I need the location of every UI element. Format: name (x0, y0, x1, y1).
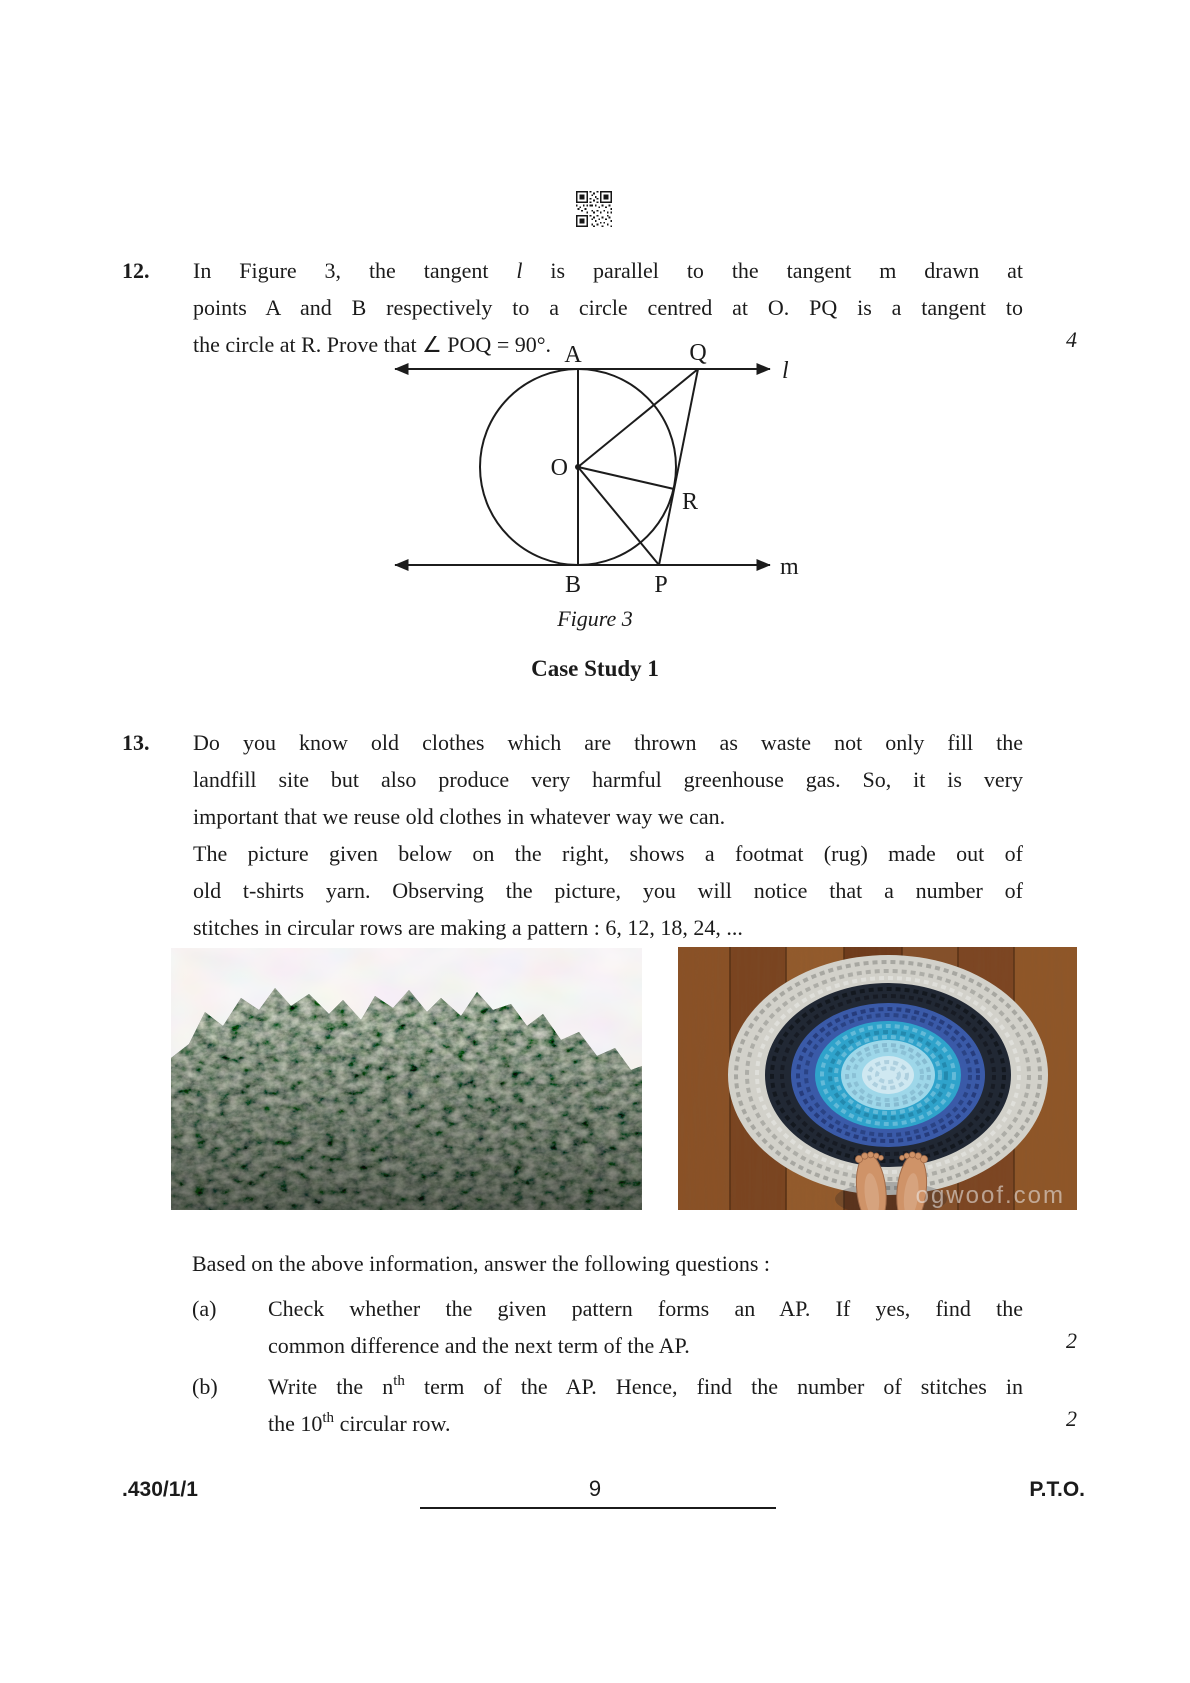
label-R: R (682, 489, 699, 515)
question-13-line-3: important that we reuse old clothes in whatever way we can. (193, 804, 726, 829)
question-13-line-4: The picture given below on the right, shows a footmat (rug) made out of (193, 841, 1023, 866)
part-a-line-1: Check whether the given pattern forms an AP. If yes, find the (268, 1296, 1023, 1321)
figure-3-graphic (380, 338, 810, 603)
part-a-line-2: common difference and the next term of the AP. (268, 1333, 690, 1358)
question-13-part-b (192, 1368, 1077, 1442)
part-b-text: circular row. (334, 1411, 451, 1436)
centre-point-O (575, 464, 581, 470)
part-b-line-1 (268, 1368, 1023, 1405)
photo-watermark: ogwoof.com (915, 1182, 1065, 1209)
question-13-line-5: old t-shirts yarn. Observing the picture, you will notice that a number of (193, 878, 1023, 903)
label-A: A (564, 342, 582, 368)
part-b-label: (b) (192, 1374, 218, 1399)
qr-code-graphic (576, 191, 612, 227)
part-b-superscript-th: th (322, 1410, 335, 1426)
q12-variable-l: l (516, 258, 523, 283)
paper-code: .430/1/1 (122, 1478, 198, 1501)
segment-OQ (578, 369, 698, 467)
question-13-line-1: Do you know old clothes which are thrown as waste not only fill the (193, 730, 1023, 755)
question-12-number: 12. (122, 258, 150, 283)
photo-clothes-landfill (171, 948, 642, 1210)
part-b-marks: 2 (1066, 1406, 1077, 1431)
question-13-number: 13. (122, 730, 150, 755)
footer-rule (420, 1507, 776, 1509)
rug-rings (728, 955, 1048, 1195)
tangent-QP (659, 369, 698, 565)
clothes-landfill-image (171, 948, 642, 1210)
question-12-line-2: points A and B respectively to a circle centred at O. PQ is a tangent to (193, 295, 1023, 320)
label-O: O (550, 455, 568, 481)
figure-3-caption: Figure 3 (557, 606, 633, 631)
q12-text: In Figure 3, the tangent (193, 258, 517, 283)
part-b-text: the 10 (268, 1411, 323, 1436)
photo-crochet-rug (678, 947, 1077, 1210)
qr-code-icon (576, 191, 612, 227)
label-B: B (564, 572, 582, 598)
part-b-superscript-th: th (393, 1373, 405, 1389)
question-12-line-1 (193, 252, 1023, 289)
part-b-line-2 (268, 1405, 1023, 1442)
pto-label: P.T.O. (1029, 1478, 1085, 1501)
part-b-text: Write the n (268, 1374, 394, 1399)
question-13-part-a (192, 1290, 1077, 1364)
part-a-label: (a) (192, 1296, 217, 1321)
label-l: l (782, 358, 789, 384)
question-12-line-3: the circle at R. Prove that ∠ POQ = 90°. (193, 332, 552, 357)
question-12-marks: 4 (1066, 327, 1077, 352)
part-b-text: term of the AP. Hence, find the number of stitches in (404, 1374, 1023, 1399)
label-m: m (780, 554, 799, 580)
question-13-line-6: stitches in circular rows are making a pattern : 6, 12, 18, 24, ... (193, 915, 743, 940)
page-number: 9 (588, 1476, 602, 1501)
question-13 (122, 724, 1077, 946)
case-study-heading: Case Study 1 (531, 656, 659, 681)
label-Q: Q (689, 340, 707, 366)
label-P: P (654, 572, 668, 598)
segment-OP (578, 467, 659, 565)
crochet-rug-image (678, 947, 1077, 1210)
figure-3-diagram (380, 338, 810, 603)
part-a-marks: 2 (1066, 1328, 1077, 1353)
q12-text: is parallel to the tangent m drawn at (522, 258, 1023, 283)
question-13-line-2: landfill site but also produce very harmful greenhouse gas. So, it is very (193, 767, 1023, 792)
questions-intro-line: Based on the above information, answer the following questions : (192, 1251, 770, 1276)
